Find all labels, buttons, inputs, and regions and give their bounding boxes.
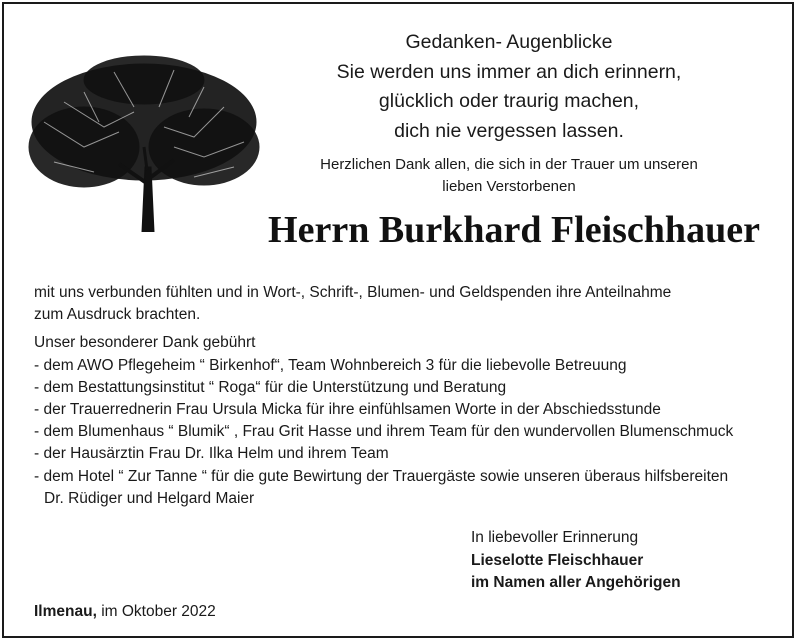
obituary-card [2,2,794,638]
date: im Oktober 2022 [96,603,216,620]
signer-name: Lieselotte Fleischhauer [471,551,644,569]
signature-block [471,527,771,595]
tree-illustration-icon [24,52,264,232]
thanks-item: - der Trauerrednerin Frau Ursula Micka für ihre einfühlsamen Worte in der Abschiedsstunde [34,401,661,419]
place-date [34,601,216,623]
poem [304,28,714,146]
thanks-item: - dem AWO Pflegeheim “ Birkenhof“, Team Wohnbereich 3 für die liebevolle Betreuung [34,356,627,374]
poem-line: Gedanken- Augenblicke [405,31,613,53]
city: Ilmenau, [34,603,97,620]
thanks-item: - der Hausärztin Frau Dr. Ilka Helm und ihrem Team [34,445,389,463]
thanks-intro [294,154,724,198]
thanks-item-continuation: Dr. Rüdiger und Helgard Maier [44,489,255,507]
poem-line: glücklich oder traurig machen, [378,90,640,112]
thanks-item: - dem Blumenhaus “ Blumik“ , Frau Grit Hasse und ihrem Team für den wundervollen Blumenschmuck [34,423,734,441]
deceased-name: Herrn Burkhard Fleischhauer [268,209,760,251]
intro-line: mit uns verbunden fühlten und in Wort-, Schrift-, Blumen- und Geldspenden ihre Anteilnahme [34,284,672,301]
special-thanks-heading: Unser besonderer Dank gebührt [34,334,256,352]
thanks-item: - dem Hotel “ Zur Tanne “ für die gute Bewirtung der Trauergäste sowie unseren überaus hilfsbereiten [34,467,729,485]
thanks-item: - dem Bestattungsinstitut “ Roga“ für die Unterstützung und Beratung [34,378,507,396]
poem-line: Sie werden uns immer an dich erinnern, [336,60,682,83]
body-text [34,282,774,510]
poem-line: dich nie vergessen lassen. [394,119,624,142]
remembrance-line: In liebevoller Erinnerung [471,529,639,546]
thanks-line: Herzlichen Dank allen, die sich in der Trauer um unseren [320,156,698,173]
intro-line: zum Ausdruck brachten. [34,306,201,324]
on-behalf-line: im Namen aller Angehörigen [471,574,681,591]
thanks-line: lieben Verstorbenen [442,178,576,195]
